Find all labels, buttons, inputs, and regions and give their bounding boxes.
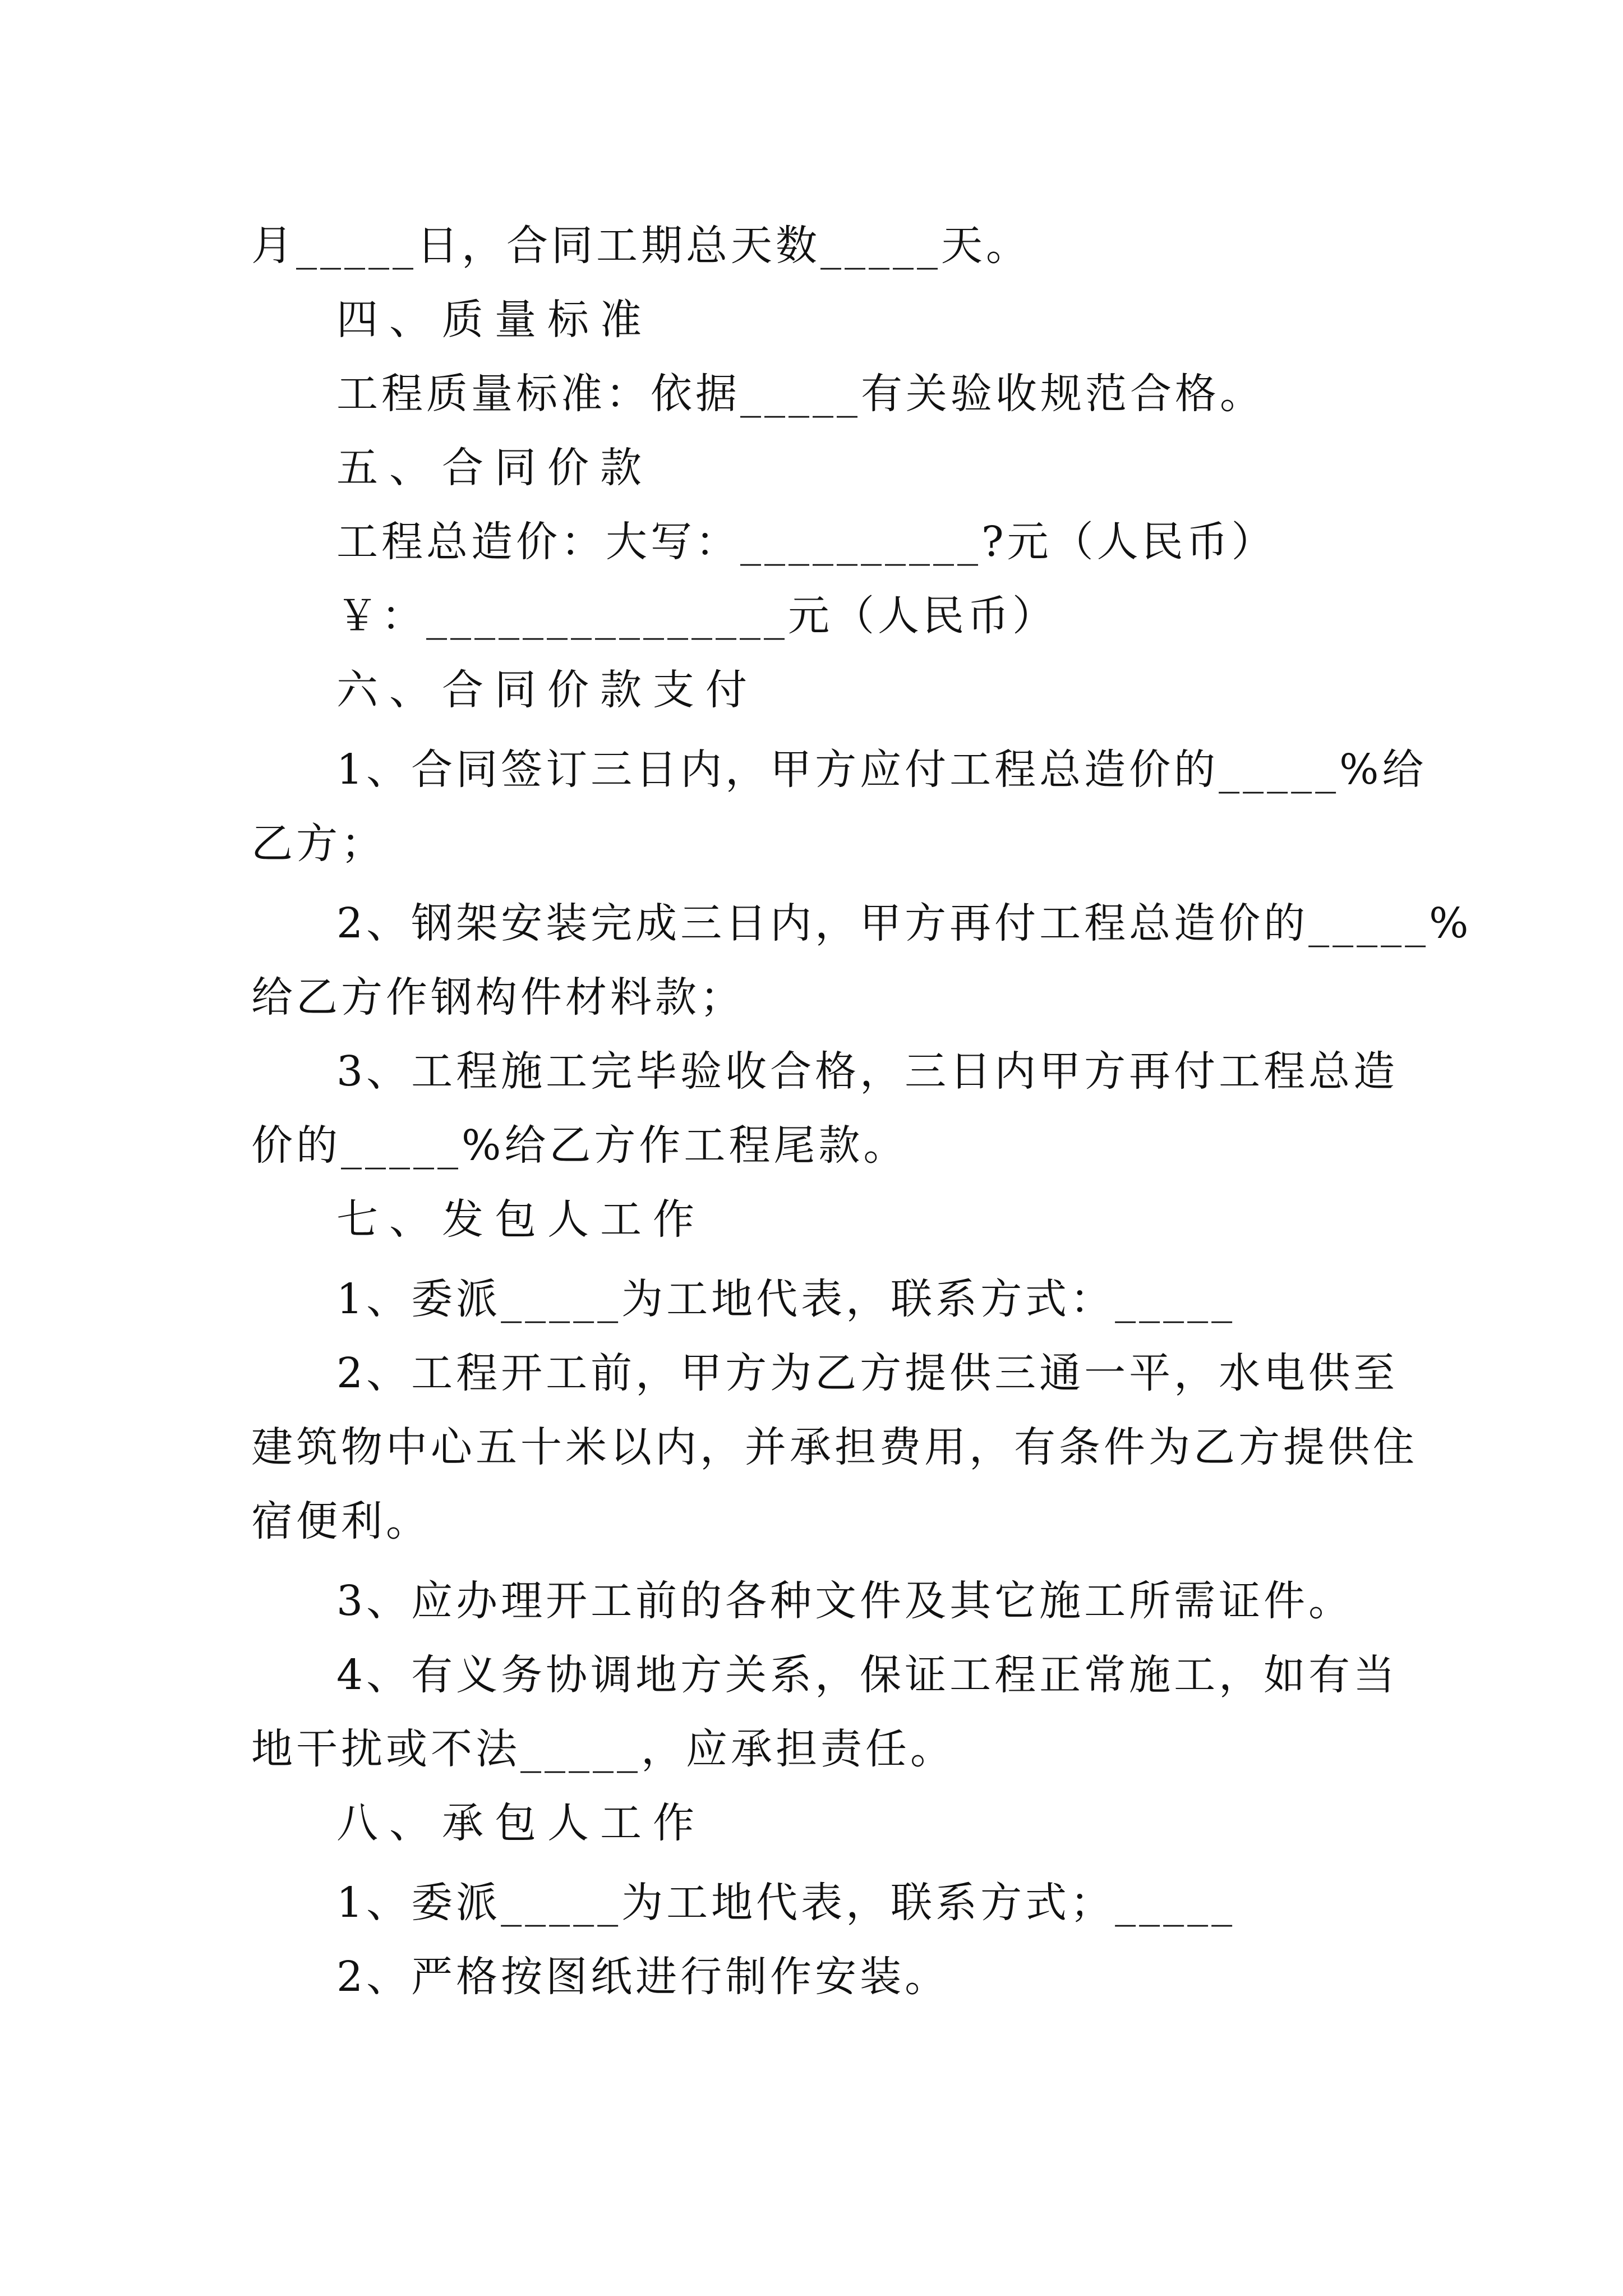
section-heading: 八、承包人工作 [336, 1799, 706, 1847]
paragraph-line: 1、合同签订三日内，甲方应付工程总造价的_____%给 [336, 746, 1427, 794]
section-heading: 六、合同价款支付 [336, 666, 758, 714]
paragraph-line: 1、委派_____为工地代表，联系方式；_____ [336, 1879, 1236, 1927]
paragraph-line: 月_____日，合同工期总天数_____天。 [251, 222, 1031, 270]
section-heading: 七、发包人工作 [336, 1195, 706, 1244]
paragraph-line: 4、有义务协调地方关系，保证工程正常施工，如有当 [336, 1651, 1399, 1699]
paragraph-line: 2、钢架安装完成三日内，甲方再付工程总造价的_____% [336, 899, 1472, 947]
paragraph-line: ￥：_______________元（人民币） [336, 592, 1057, 640]
paragraph-line: 宿便利。 [251, 1497, 431, 1545]
section-heading: 四、质量标准 [336, 296, 653, 344]
paragraph-line: 1、委派_____为工地代表，联系方式：_____ [336, 1275, 1236, 1323]
paragraph-line: 乙方； [251, 820, 386, 868]
paragraph-line: 2、严格按图纸进行制作安装。 [336, 1953, 950, 2001]
paragraph-line: 地干扰或不法_____，应承担责任。 [251, 1725, 955, 1773]
paragraph-line: 工程质量标准：依据_____有关验收规范合格。 [336, 370, 1265, 418]
paragraph-line: 3、工程施工完毕验收合格，三日内甲方再付工程总造 [336, 1047, 1399, 1096]
paragraph-line: 2、工程开工前，甲方为乙方提供三通一平，水电供至 [336, 1349, 1399, 1397]
paragraph-line: 给乙方作钢构件材料款； [251, 973, 745, 1022]
paragraph-line: 3、应办理开工前的各种文件及其它施工所需证件。 [336, 1577, 1354, 1625]
paragraph-line: 工程总造价：大写：__________?元（人民币） [336, 518, 1276, 566]
paragraph-line: 价的_____%给乙方作工程尾款。 [251, 1121, 909, 1170]
paragraph-line: 建筑物中心五十米以内，并承担费用，有条件为乙方提供住 [251, 1423, 1418, 1471]
section-heading: 五、合同价款 [336, 444, 653, 492]
